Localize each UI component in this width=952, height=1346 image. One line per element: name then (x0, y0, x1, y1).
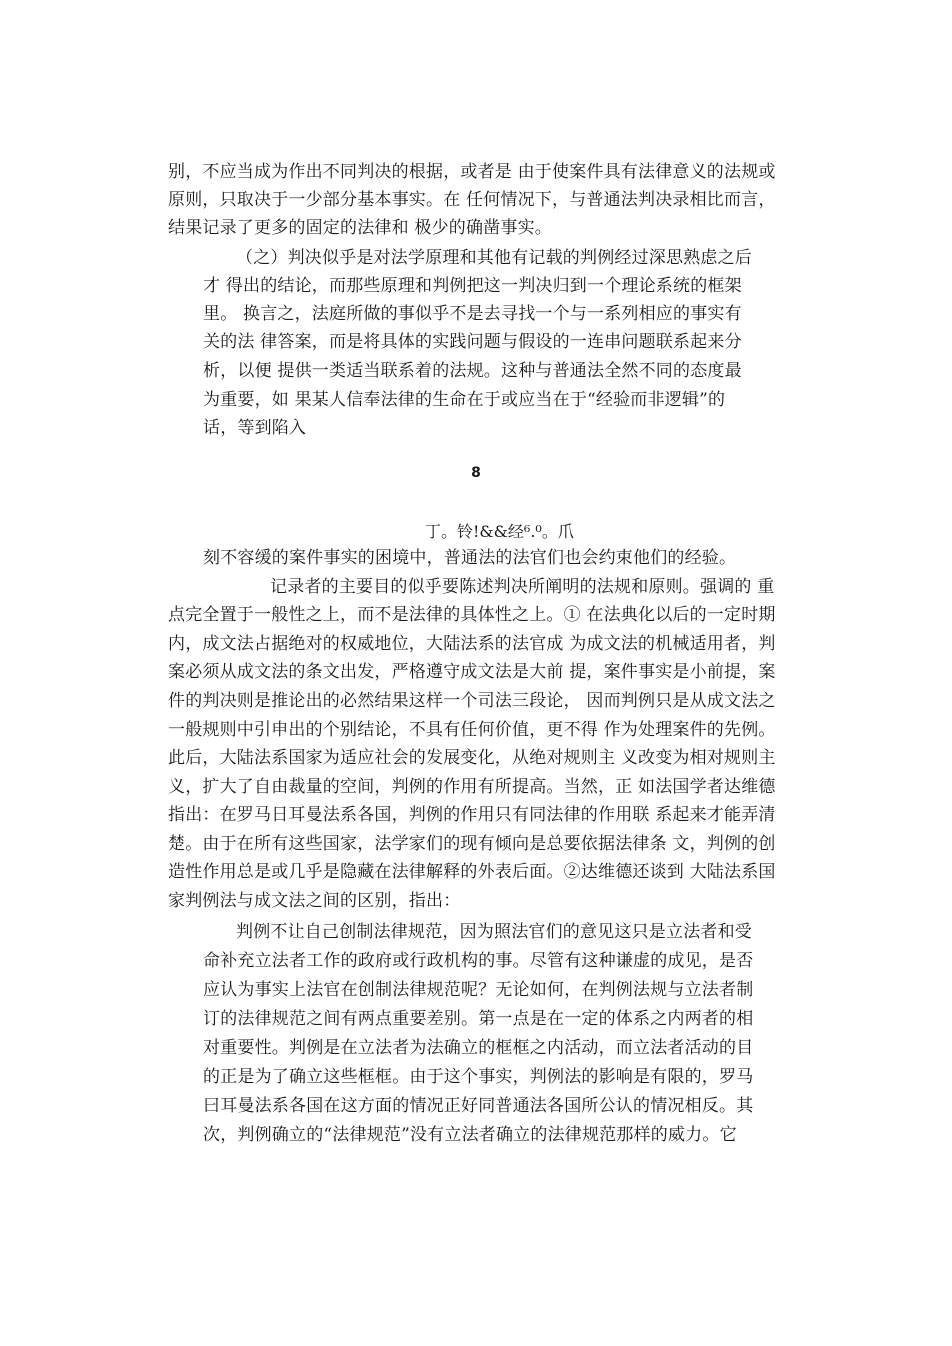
quote-line: （之）判决似乎是对法学原理和其他有记载的判例经过深思熟虑之后 (236, 248, 752, 268)
quote-line: 应认为事实上法官在创制法律规范呢？无论如何，在判例法规与立法者制 (203, 980, 754, 1000)
page-number: 8 (471, 465, 481, 481)
quote-line: 次，判例确立的“法律规范”没有立法者确立的法律规范那样的威力。它 (203, 1125, 737, 1145)
body-line: 一般规则中引申出的个别结论，不具有任何价值，更不得 作为处理案件的先例。 (168, 720, 776, 740)
body-line: 楚。由于在所有这些国家，法学家们的现有倾向是总要依据法律条 文，判例的创 (168, 834, 776, 854)
continuation-line: 刻不容缓的案件事实的困境中，普通法的法官们也会约束他们的经验。 (203, 548, 737, 568)
quote-line: 判例不让自己创制法律规范，因为照法官们的意见这只是立法者和受 (236, 922, 752, 942)
body-line: 义，扩大了自由裁量的空间，判例的作用有所提高。当然，正 如法国学者达维德 (168, 777, 776, 797)
quote-line: 为重要，如 果某人信奉法律的生命在于或应当在于“经验而非逻辑”的 (203, 390, 726, 410)
body-line: 点完全置于一般性之上，而不是法律的具体性之上。① 在法典化以后的一定时期 (168, 605, 776, 625)
quote-line: 里。 换言之，法庭所做的事似乎不是去寻找一个与一系列相应的事实有 (203, 304, 742, 324)
quote-line: 曰耳曼法系各国在这方面的情况正好同普通法各国所公认的情况相反。其 (203, 1096, 754, 1116)
body-line: 案必须从成文法的条文出发，严格遵守成文法是大前 提，案件事实是小前提，案 (168, 662, 776, 682)
body-line: 此后，大陆法系国家为适应社会的发展变化，从绝对规则主 义改变为相对规则主 (168, 748, 776, 768)
quote-line: 关的法 律答案，而是将具体的实践问题与假设的一连串问题联系起来分 (203, 332, 742, 352)
body-line: 内，成文法占据绝对的权威地位，大陆法系的法官成 为成文法的机械适用者，判 (168, 634, 776, 654)
quote-line: 话，等到陷入 (203, 418, 307, 438)
quote-line: 命补充立法者工作的政府或行政机构的事。尽管有这种谦虚的成见，是否 (203, 951, 754, 971)
body-line: 结果记录了更多的固定的法律和 极少的确凿事实。 (168, 218, 553, 238)
quote-line: 对重要性。判例是在立法者为法确立的框框之内活动，而立法者活动的目 (203, 1038, 754, 1058)
quote-line: 的正是为了确立这些框框。由于这个事实，判例法的影响是有限的，罗马 (203, 1067, 754, 1087)
quote-line: 析，以便 提供一类适当联系着的法规。这种与普通法全然不同的态度最 (203, 361, 742, 381)
body-line: 家判例法与成文法之间的区别，指出： (168, 891, 461, 911)
quote-line: 才 得出的结论，而那些原理和判例把这一判决归到一个理论系统的框架 (203, 276, 742, 296)
quote-line: 订的法律规范之间有两点重要差别。第一点是在一定的体系之内两者的相 (203, 1009, 754, 1029)
body-line: 造性作用总是或几乎是隐藏在法律解释的外表后面。②达维德还谈到 大陆法系国 (168, 862, 776, 882)
body-line: 指出：在罗马日耳曼法系各国，判例的作用只有同法律的作用联 系起来才能弄清 (168, 805, 776, 825)
body-line: 记录者的主要目的似乎要陈述判决所阐明的法规和原则。强调的 重 (270, 577, 775, 597)
body-line: 件的判决则是推论出的必然结果这样一个司法三段论， 因而判例只是从成文法之 (168, 691, 776, 711)
body-line: 原则，只取决于一少部分基本事实。在 任何情况下，与普通法判决录相比而言， (168, 190, 776, 210)
garbled-header-line: 丁。铃!&&经⁶.⁰。爪 (425, 522, 574, 541)
body-line: 别，不应当成为作出不同判决的根据，或者是 由于使案件具有法律意义的法规或 (168, 162, 776, 182)
